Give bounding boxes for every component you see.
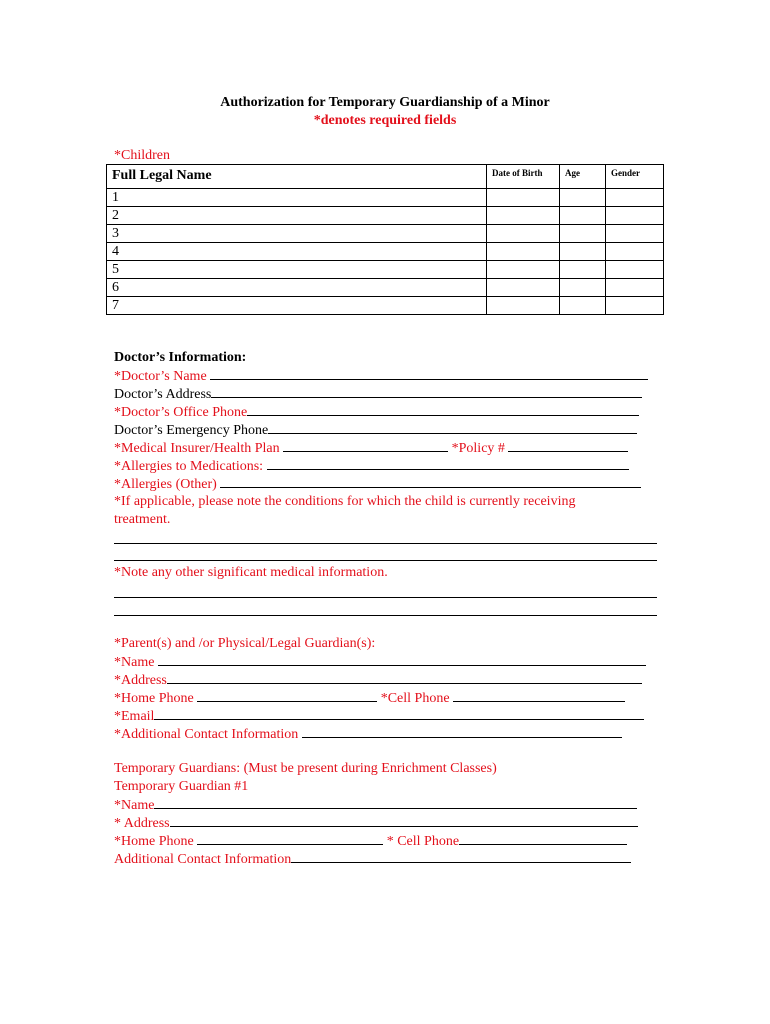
age-cell[interactable]: [560, 261, 606, 279]
other-medical-line-1[interactable]: [114, 597, 657, 598]
table-row: [107, 243, 664, 261]
parent-email-row: [114, 707, 644, 726]
dob-cell[interactable]: [487, 225, 560, 243]
table-row: [107, 279, 664, 297]
table-row: [107, 297, 664, 315]
parent-home-phone-field[interactable]: [197, 689, 377, 702]
doctor-office-phone-field[interactable]: [247, 403, 639, 416]
dob-cell[interactable]: [487, 261, 560, 279]
doctor-emergency-phone-label: Doctor’s Emergency Phone: [114, 423, 269, 438]
allergies-med-row: [114, 457, 629, 476]
tg-name-label: *Name: [114, 798, 155, 813]
doctor-address-row: [114, 385, 642, 404]
age-cell[interactable]: [560, 207, 606, 225]
doctor-address-label: Doctor’s Address: [114, 387, 212, 402]
parent-address-field[interactable]: [167, 671, 642, 684]
gender-cell[interactable]: [606, 261, 664, 279]
tg-address-field[interactable]: [170, 814, 638, 827]
tg-phone-row: [114, 832, 627, 851]
gender-cell[interactable]: [606, 279, 664, 297]
parent-email-label: *Email: [114, 709, 155, 724]
doctor-address-field[interactable]: [211, 385, 642, 398]
table-row: [107, 261, 664, 279]
parent-name-field[interactable]: [158, 653, 646, 666]
doctor-office-phone-label: *Doctor’s Office Phone: [114, 405, 248, 420]
children-label: *Children: [114, 148, 170, 163]
column-date-of-birth: Date of Birth: [487, 165, 560, 189]
allergies-med-label: *Allergies to Medications:: [114, 459, 264, 474]
insurer-label: *Medical Insurer/Health Plan: [114, 441, 280, 456]
dob-cell[interactable]: [487, 279, 560, 297]
table-row: [107, 225, 664, 243]
conditions-line-1[interactable]: [114, 543, 657, 544]
doctor-name-row: [114, 367, 648, 386]
gender-cell[interactable]: [606, 297, 664, 315]
required-note: *denotes required fields: [313, 113, 457, 128]
parent-cell-phone-field[interactable]: [453, 689, 625, 702]
tg-name-field[interactable]: [154, 796, 637, 809]
parent-email-field[interactable]: [154, 707, 644, 720]
gender-cell[interactable]: [606, 225, 664, 243]
age-cell[interactable]: [560, 297, 606, 315]
form-title: Authorization for Temporary Guardianship of a Minor: [220, 95, 550, 110]
gender-cell[interactable]: [606, 189, 664, 207]
parents-heading: *Parent(s) and /or Physical/Legal Guardian(s):: [114, 636, 376, 651]
age-cell[interactable]: [560, 225, 606, 243]
age-cell[interactable]: [560, 189, 606, 207]
tg-cell-phone-field[interactable]: [459, 832, 627, 845]
parent-additional-row: [114, 725, 622, 744]
gender-cell[interactable]: [606, 243, 664, 261]
age-cell[interactable]: [560, 243, 606, 261]
tg-address-row: [114, 814, 638, 833]
parent-address-label: *Address: [114, 673, 167, 688]
dob-cell[interactable]: [487, 207, 560, 225]
parent-home-phone-label: *Home Phone: [114, 691, 194, 706]
row-number: 7: [107, 297, 487, 315]
doctor-name-label: *Doctor’s Name: [114, 369, 207, 384]
insurer-field[interactable]: [283, 439, 448, 452]
allergies-med-field[interactable]: [267, 457, 629, 470]
doctor-office-phone-row: [114, 403, 639, 422]
conditions-line-2[interactable]: [114, 560, 657, 561]
temp-guardian-1-label: Temporary Guardian #1: [114, 779, 249, 794]
age-cell[interactable]: [560, 279, 606, 297]
doctor-emergency-phone-field[interactable]: [268, 421, 637, 434]
parent-additional-field[interactable]: [302, 725, 622, 738]
insurer-row: [114, 439, 628, 458]
parent-additional-label: *Additional Contact Information: [114, 727, 299, 742]
policy-label: *Policy #: [451, 441, 505, 456]
children-table: [106, 164, 664, 315]
other-medical-line-2[interactable]: [114, 615, 657, 616]
temp-guardians-heading: Temporary Guardians: (Must be present during Enrichment Classes): [114, 761, 497, 776]
tg-additional-row: [114, 850, 631, 869]
column-full-legal-name: Full Legal Name: [107, 165, 487, 189]
doctor-name-field[interactable]: [210, 367, 648, 380]
children-table-header: [107, 165, 664, 189]
allergies-other-row: [114, 475, 641, 494]
row-number: 1: [107, 189, 487, 207]
tg-additional-label: Additional Contact Information: [114, 852, 292, 867]
allergies-other-label: *Allergies (Other): [114, 477, 217, 492]
conditions-label-cont: treatment.: [114, 512, 171, 527]
allergies-other-field[interactable]: [220, 475, 641, 488]
parent-name-row: [114, 653, 646, 672]
other-medical-label: *Note any other significant medical information.: [114, 565, 388, 580]
row-number: 5: [107, 261, 487, 279]
policy-field[interactable]: [508, 439, 628, 452]
tg-home-phone-label: *Home Phone: [114, 834, 194, 849]
tg-cell-phone-label: * Cell Phone: [386, 834, 460, 849]
column-age: Age: [560, 165, 606, 189]
tg-address-label: * Address: [114, 816, 170, 831]
parent-phone-row: [114, 689, 625, 708]
tg-name-row: [114, 796, 637, 815]
parent-address-row: [114, 671, 642, 690]
tg-additional-field[interactable]: [291, 850, 631, 863]
row-number: 6: [107, 279, 487, 297]
doctor-emergency-phone-row: [114, 421, 637, 440]
gender-cell[interactable]: [606, 207, 664, 225]
parent-cell-phone-label: *Cell Phone: [380, 691, 450, 706]
row-number: 3: [107, 225, 487, 243]
dob-cell[interactable]: [487, 189, 560, 207]
row-number: 2: [107, 207, 487, 225]
table-row: [107, 189, 664, 207]
dob-cell[interactable]: [487, 243, 560, 261]
parent-name-label: *Name: [114, 655, 155, 670]
dob-cell[interactable]: [487, 297, 560, 315]
doctor-heading: Doctor’s Information:: [114, 350, 247, 365]
column-gender: Gender: [606, 165, 664, 189]
table-row: [107, 207, 664, 225]
conditions-label: *If applicable, please note the conditions for which the child is currently receiving: [114, 494, 576, 509]
row-number: 4: [107, 243, 487, 261]
tg-home-phone-field[interactable]: [197, 832, 383, 845]
